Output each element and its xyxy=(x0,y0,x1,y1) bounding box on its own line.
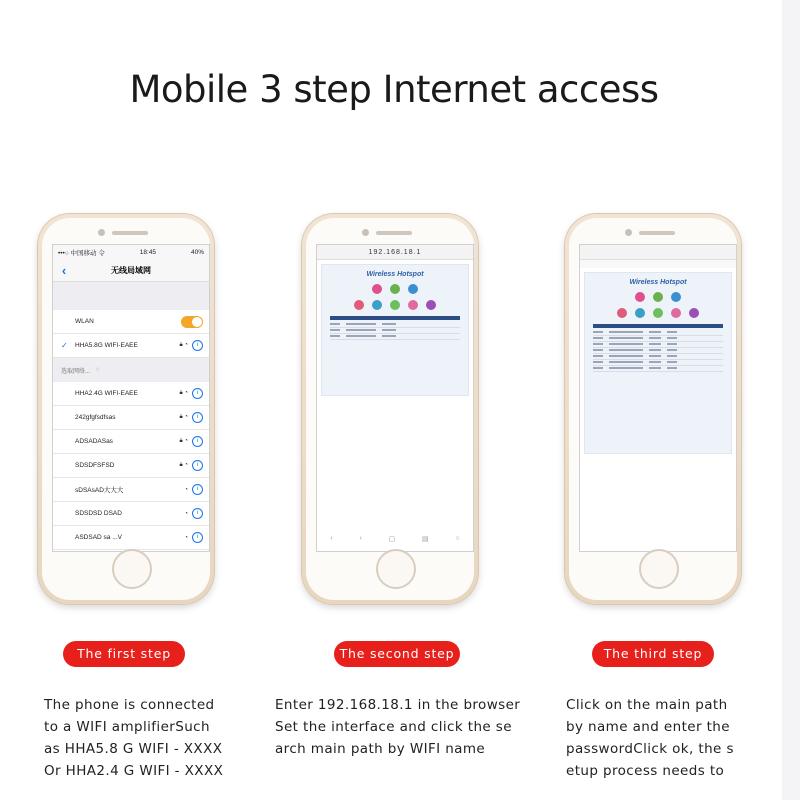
info-icon[interactable]: i xyxy=(192,460,203,471)
info-icon[interactable]: i xyxy=(192,508,203,519)
step-3-description xyxy=(566,694,734,782)
front-camera xyxy=(98,229,105,236)
page-title: Mobile 3 step Internet access xyxy=(129,68,659,111)
network-name: HHA5.8G WIFI-EAEE xyxy=(75,342,138,349)
network-name: ADSADASas xyxy=(75,438,113,445)
description-line: to a WIFI amplifierSuch xyxy=(44,719,210,735)
menu-icon[interactable] xyxy=(617,308,627,318)
network-name: HHA2.4G WIFI-EAEE xyxy=(75,390,138,397)
choose-network-header xyxy=(53,358,209,382)
share-icon[interactable]: ▢ xyxy=(388,536,396,543)
menu-icon[interactable] xyxy=(354,300,364,310)
router-admin-page xyxy=(584,272,732,454)
nav-title: 无线局域网 xyxy=(111,265,151,275)
settings-nav-bar xyxy=(53,259,209,282)
front-camera xyxy=(625,229,632,236)
menu-icons-row xyxy=(585,308,731,318)
section-label: 选取网络... xyxy=(61,368,91,375)
checkmark-icon: ✓ xyxy=(61,341,68,350)
step-2-description xyxy=(275,694,520,760)
step-3-badge: The third step xyxy=(592,641,714,667)
wifi-network-row[interactable] xyxy=(53,382,209,406)
network-list xyxy=(53,382,209,550)
wifi-network-row[interactable] xyxy=(53,406,209,430)
home-button[interactable] xyxy=(376,549,416,589)
table-header-bar xyxy=(330,316,460,320)
router-page-title: Wireless Hotspot xyxy=(629,279,687,286)
wlan-label: WLAN xyxy=(75,318,94,325)
description-line: etup process needs to xyxy=(566,763,725,779)
browser-toolbar xyxy=(317,535,473,543)
phone-body xyxy=(569,218,737,600)
menu-icon[interactable] xyxy=(671,308,681,318)
wifi-icon: ◔ xyxy=(184,510,188,517)
status-bar xyxy=(53,245,209,259)
menu-icon[interactable] xyxy=(408,300,418,310)
lock-wifi-icon: 🔒︎ ◔ xyxy=(179,390,188,396)
description-line: as HHA5.8 G WIFI - XXXX xyxy=(44,741,223,757)
menu-icon[interactable] xyxy=(671,292,681,302)
loading-spinner-icon: ◌ xyxy=(96,367,100,373)
right-edge-strip xyxy=(782,0,800,800)
menu-icon[interactable] xyxy=(390,300,400,310)
step-1-description xyxy=(44,694,223,782)
description-line: Set the interface and click the se xyxy=(275,719,512,735)
info-icon[interactable]: i xyxy=(192,484,203,495)
menu-icons-row xyxy=(585,292,731,302)
wifi-network-row[interactable] xyxy=(53,502,209,526)
table-row xyxy=(330,334,460,340)
wlan-toggle-row[interactable] xyxy=(53,310,209,334)
status-table xyxy=(330,322,460,340)
home-button[interactable] xyxy=(639,549,679,589)
step-1-badge: The first step xyxy=(63,641,185,667)
home-button[interactable] xyxy=(112,549,152,589)
description-line: passwordClick ok, the s xyxy=(566,741,734,757)
tab-strip xyxy=(580,260,736,268)
description-line: by name and enter the xyxy=(566,719,730,735)
info-icon[interactable]: i xyxy=(192,436,203,447)
info-icon[interactable]: i xyxy=(192,340,203,351)
network-name: sDSAsAD大大大 xyxy=(75,487,124,494)
phone-wifi-settings xyxy=(38,214,214,604)
menu-icon[interactable] xyxy=(653,308,663,318)
step-2-badge: The second step xyxy=(334,641,460,667)
menu-icon[interactable] xyxy=(635,292,645,302)
wifi-network-row[interactable] xyxy=(53,430,209,454)
description-line: Enter 192.168.18.1 in the browser xyxy=(275,697,521,713)
lock-wifi-icon: 🔒︎ ◔ xyxy=(179,414,188,420)
phone-body xyxy=(306,218,474,600)
browser-screen xyxy=(316,244,474,552)
menu-icon[interactable] xyxy=(408,284,418,294)
wlan-toggle[interactable] xyxy=(181,316,203,328)
router-admin-page xyxy=(321,264,469,396)
menu-icons-row xyxy=(322,284,468,294)
browser-screen xyxy=(579,244,737,552)
wifi-icon: ◔ xyxy=(184,486,188,493)
menu-icon[interactable] xyxy=(390,284,400,294)
menu-icon[interactable] xyxy=(372,284,382,294)
phone-browser-login xyxy=(302,214,478,604)
earpiece-speaker xyxy=(639,231,675,235)
description-line: The phone is connected xyxy=(44,697,215,713)
network-name: SDSDSD DSAD xyxy=(75,510,122,517)
network-name: 242gfgfsdfsas xyxy=(75,414,116,421)
description-line: Click on the main path xyxy=(566,697,728,713)
battery-level: 40% xyxy=(190,248,204,256)
description-line: arch main path by WIFI name xyxy=(275,741,486,757)
home-icon[interactable]: ○ xyxy=(455,535,460,542)
description-line: Or HHA2.4 G WIFI - XXXX xyxy=(44,763,224,779)
menu-icon[interactable] xyxy=(635,308,645,318)
info-icon[interactable]: i xyxy=(192,412,203,423)
menu-icon[interactable] xyxy=(653,292,663,302)
router-page-title: Wireless Hotspot xyxy=(366,271,424,278)
connected-network-row[interactable] xyxy=(53,334,209,358)
wifi-network-row[interactable] xyxy=(53,454,209,478)
phone-router-settings xyxy=(565,214,741,604)
wifi-settings-screen xyxy=(52,244,210,552)
carrier-label: •••○ 中国移动 令 xyxy=(58,249,105,257)
network-name: ASDSAD sa ...V xyxy=(75,534,122,541)
section-gap xyxy=(53,282,209,310)
wifi-network-row[interactable] xyxy=(53,478,209,502)
back-arrow-icon[interactable]: ‹ xyxy=(330,535,333,542)
lock-wifi-icon: 🔒︎ ◔ xyxy=(179,462,188,468)
status-time: 18:45 xyxy=(139,248,157,256)
address-bar[interactable] xyxy=(317,245,473,260)
back-button[interactable]: ‹ xyxy=(61,262,67,278)
menu-icon[interactable] xyxy=(372,300,382,310)
network-table xyxy=(593,330,723,372)
url-text: 192.168.18.1 xyxy=(368,248,422,256)
lock-wifi-icon: 🔒︎ ◔ xyxy=(179,342,188,348)
tabs-icon[interactable]: ▤ xyxy=(421,536,429,543)
info-icon[interactable]: i xyxy=(192,532,203,543)
earpiece-speaker xyxy=(376,231,412,235)
menu-icons-row xyxy=(322,300,468,310)
menu-icon[interactable] xyxy=(426,300,436,310)
table-header-bar xyxy=(593,324,723,328)
menu-icon[interactable] xyxy=(689,308,699,318)
table-row[interactable] xyxy=(593,366,723,372)
wifi-network-row[interactable] xyxy=(53,526,209,550)
earpiece-speaker xyxy=(112,231,148,235)
wifi-icon: ◔ xyxy=(184,534,188,541)
phone-body xyxy=(42,218,210,600)
network-name: SDSDFSFSD xyxy=(75,462,115,469)
info-icon[interactable]: i xyxy=(192,388,203,399)
forward-arrow-icon[interactable]: › xyxy=(359,535,362,542)
front-camera xyxy=(362,229,369,236)
address-bar[interactable] xyxy=(580,245,736,260)
lock-wifi-icon: 🔒︎ ◔ xyxy=(179,438,188,444)
